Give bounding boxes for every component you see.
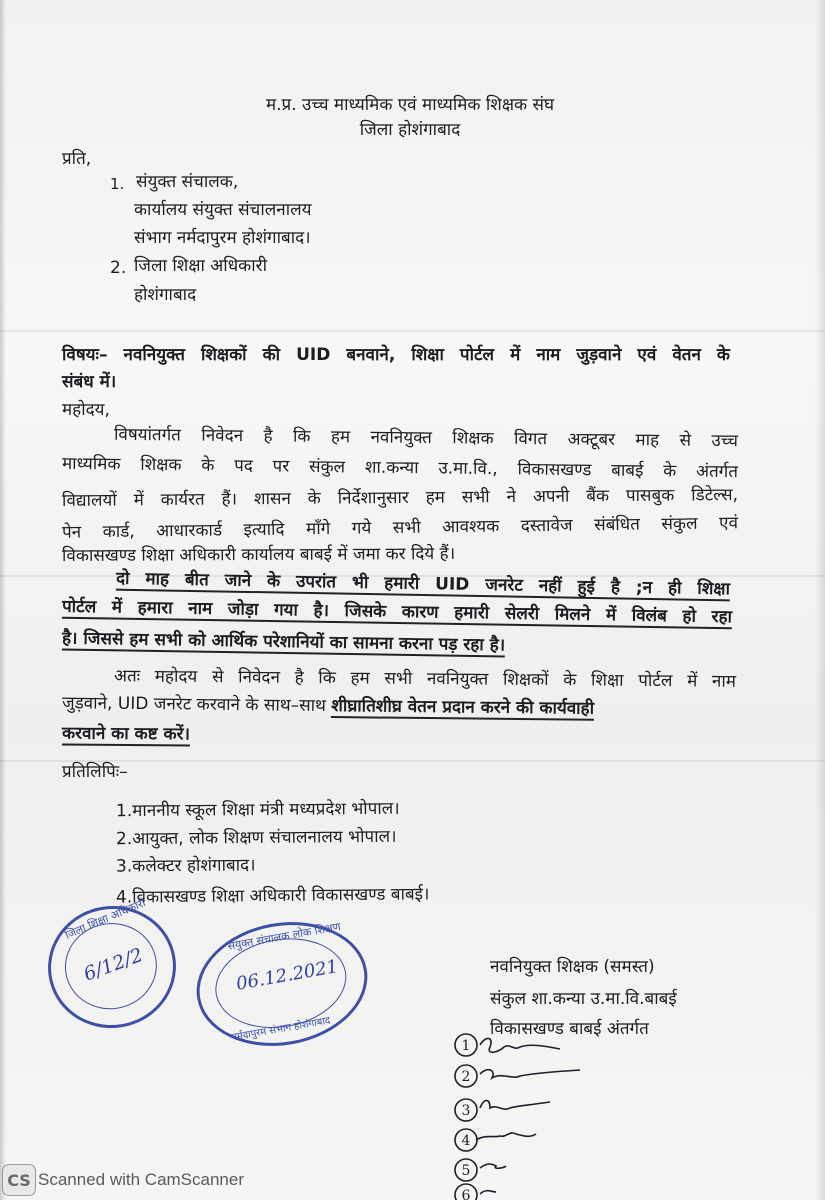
body-p3-emphasis: करवाने का कष्ट करें। <box>61 723 191 745</box>
body-p2-line <box>62 627 505 658</box>
recipient-2-place: होशंगाबाद <box>134 285 197 305</box>
signature-scribble <box>480 1070 580 1078</box>
paper-edge-shadow <box>0 0 6 1200</box>
signature-number: 6 <box>461 1188 471 1200</box>
signature-scribble <box>480 1038 560 1052</box>
signatory-line-1: नवनियुक्त शिक्षक (समस्त) <box>490 957 655 977</box>
copy-item: 1.माननीय स्कूल शिक्षा मंत्री मध्यप्रदेश भोपाल। <box>115 798 400 822</box>
signature-number: 5 <box>461 1163 471 1179</box>
copy-item: 3.कलेक्टर होशंगाबाद। <box>115 855 256 877</box>
paper-edge-shadow <box>815 0 825 1200</box>
official-stamp <box>40 898 184 1037</box>
org-name-heading: म.प्र. उच्च माध्यमिक एवं माध्यमिक शिक्षक संघ <box>265 95 555 115</box>
recipient-2-title: जिला शिक्षा अधिकारी <box>134 256 267 276</box>
signature-entry <box>455 1184 496 1200</box>
handwritten-signatures <box>440 1030 610 1200</box>
signature-entry <box>455 1129 536 1151</box>
signature-entry <box>455 1034 560 1056</box>
subject-line-1: विषयः– नवनियुक्त शिक्षकों की UID बनवाने, शिक्षा पोर्टल में नाम जुड़वाने एवं वेतन के <box>62 345 730 365</box>
copy-item: 4.विकासखण्ड शिक्षा अधिकारी विकासखण्ड बाबई। <box>115 884 430 908</box>
stamp-date: 06.12.2021 <box>234 956 340 995</box>
copy-item: 2.आयुक्त, लोक शिक्षण संचालनालय भोपाल। <box>115 826 397 850</box>
body-p3-text: जुड़वाने, UID जनरेट करवाने के साथ–साथ <box>61 693 332 717</box>
recipient-2-number: 2. <box>110 258 127 278</box>
signature-number: 4 <box>461 1133 471 1149</box>
salutation: महोदय, <box>62 400 110 420</box>
recipient-1-number: 1. <box>110 175 125 193</box>
body-p1-line: माध्यमिक शिक्षक के पद पर संकुल शा.कन्या उ.मा.वि., विकासखण्ड बाबई के अंतर्गत <box>61 453 739 483</box>
copies-heading: प्रतिलिपिः– <box>62 762 128 782</box>
signature-scribble <box>480 1164 506 1168</box>
signature-number: 2 <box>461 1069 471 1085</box>
signatory-line-2: संकुल शा.कन्या उ.मा.वि.बाबई <box>490 989 677 1009</box>
body-p1-line: विद्यालयों में कार्यरत हैं। शासन के निर्देशानुसार हम सभी ने अपनी बैंक पासबुक डिटेल्स, <box>61 485 739 511</box>
stamp-handwritten-date: 6/12/2 <box>80 944 146 986</box>
prati-label: प्रति, <box>62 149 92 169</box>
signature-entry <box>455 1099 550 1121</box>
recipient-1-division: संभाग नर्मदापुरम होशंगाबाद। <box>134 228 311 248</box>
body-p1-line: विकासखण्ड शिक्षा अधिकारी कार्यालय बाबई में जमा कर दिये हैं। <box>61 543 456 567</box>
official-stamp <box>187 909 378 1059</box>
stamp-arc-text: जिला शिक्षा अधिकारी <box>63 896 148 942</box>
body-p1-line: पेन कार्ड, आधारकार्ड इत्यादि माँगे गये सभी आवश्यक दस्तावेज संबंधित संकुल एवं <box>61 513 739 543</box>
signature-scribble <box>480 1191 496 1194</box>
recipient-1-title: संयुक्त संचालक, <box>136 172 239 192</box>
camscanner-watermark <box>0 1163 260 1197</box>
body-p3-line <box>62 691 594 721</box>
signature-scribble <box>480 1101 550 1110</box>
body-p2-line <box>62 595 732 630</box>
body-p2-text: है। जिससे हम सभी को आर्थिक परेशानियों का सामना करना पड़ रहा है। <box>61 628 506 656</box>
recipient-1-office: कार्यालय संयुक्त संचालनालय <box>134 200 312 220</box>
signature-entry <box>455 1065 580 1087</box>
body-p2-text: दो माह बीत जाने के उपरांत भी हमारी UID जनरेट नहीं हुई है ;न ही शिक्षा <box>115 568 731 600</box>
camscanner-logo-icon: CS <box>2 1164 36 1196</box>
body-p3-emphasis: शीघ्रातिशीघ्र वेतन प्रदान करने की कार्यवाही <box>331 696 595 719</box>
signature-number: 1 <box>461 1038 471 1054</box>
signatory-line-3: विकासखण्ड बाबई अंतर्गत <box>490 1019 649 1039</box>
district-heading: जिला होशंगाबाद <box>359 120 461 140</box>
body-p1-line: विषयांतर्गत निवेदन है कि हम नवनियुक्त शिक्षक विगत अक्टूबर माह से उच्च <box>113 424 739 452</box>
stamp-arc-text: संयुक्त संचालक लोक शिक्षण <box>226 920 342 953</box>
subject-line-2: संबंध में। <box>62 372 117 392</box>
body-p2-text: पोर्टल में हमारा नाम जोड़ा गया है। जिसके कारण हमारी सेलरी मिलने में विलंब हो रहा <box>61 596 733 628</box>
camscanner-text: Scanned with CamScanner <box>38 1170 245 1189</box>
signature-scribble <box>476 1133 536 1140</box>
stamp-bottom-text: नर्मदापुरम संभाग होशंगाबाद <box>230 1015 332 1044</box>
paper-fold-line <box>0 330 825 332</box>
signature-number: 3 <box>461 1103 471 1119</box>
body-p3-line: अतः महोदय से निवेदन है कि हम सभी नवनियुक्त शिक्षकों के शिक्षा पोर्टल में नाम <box>113 666 737 692</box>
signature-entry <box>455 1159 506 1181</box>
body-p3-line <box>62 722 190 747</box>
